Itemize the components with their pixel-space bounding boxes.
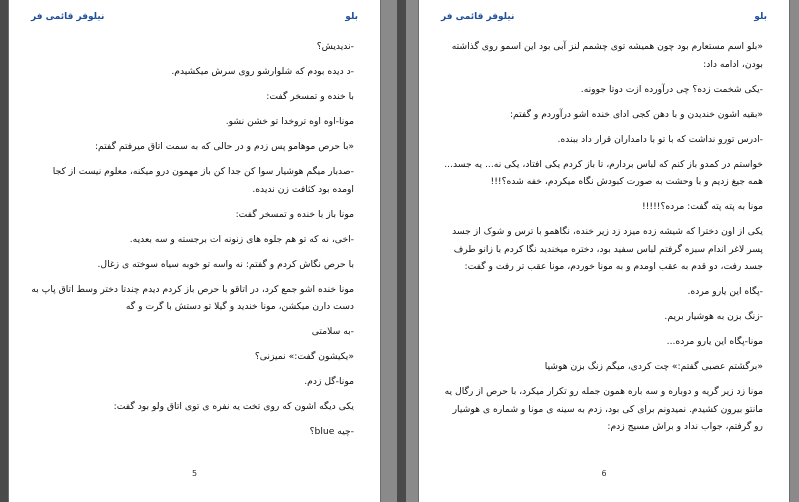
paragraph: یکی از اون دخترا که شیشه زده میزد زد زیر خنده، نگاهمو با ترس و شوک از جسد پسر لاغر اندام سبزه گرفتم لباس سفید بود، دختره میخندید نگا کردم با زانو طرف جسد رفت، دو قدم به عقب اومدم و به مونا خوردم، مونا عقب تر رفت و گفت:	[452, 226, 763, 272]
paragraph: «برگشتم عصبی گفتم:» چت کردی، میگم زنگ بزن هوشیا	[544, 361, 763, 372]
paragraph: «یکیشون گفت:» نمیزنی؟	[254, 351, 354, 362]
page-body	[31, 38, 354, 448]
document-page-5	[9, 0, 380, 502]
header-book-title: بلو	[345, 12, 358, 22]
paragraph: مونا-پگاه این یارو مرده...	[666, 336, 763, 347]
viewer-gutter-left	[0, 0, 8, 502]
page-body	[441, 38, 763, 443]
paragraph: «بلو اسم مستعارم بود چون همیشه توی چشمم لنز آبی بود این اسمو روی گذاشته بودن، ادامه داد:	[451, 41, 763, 70]
page-header	[31, 12, 358, 26]
paragraph: -چیه blue؟	[309, 426, 354, 437]
paragraph: -صدبار میگم هوشیار سوا کن جدا کن باز مهمون درو میکنه، معلوم نیست از کجا اومده بود کثافت زن ندیده.	[52, 166, 354, 195]
paragraph: -ادرس تورو نداشت که با تو با دامداران قرار داد ببنده.	[557, 133, 763, 145]
paragraph: -زنگ بزن به هوشیار بریم.	[664, 311, 763, 322]
document-page-6	[419, 0, 789, 502]
header-author: نیلوفر قائمی فر	[31, 12, 105, 22]
paragraph: با حرص نگاش کردم و گفتم: نه واسه تو خوبه سیاه سوخته ی زغال.	[97, 258, 354, 270]
paragraph: -پگاه این یارو مرده.	[687, 286, 763, 297]
paragraph: مونا خنده اشو جمع کرد، در اتاقو با حرص باز کردم دیدم چندتا دختر وسط اتاق پاپ به دست دارن میکشن، مونا خندید و گیلا تو دستش با گرت و گه	[31, 283, 354, 312]
paragraph: با خنده و تمسخر گفت:	[266, 91, 354, 102]
paragraph: -یکی شخمت زده؟ چی درآورده ازت دوتا جوونه.	[580, 83, 763, 95]
paragraph: «بقیه اشون خندیدن و با دهن کجی ادای خنده اشو درآوردم و گفتم:	[509, 108, 763, 120]
paragraph: -ندیدیش؟	[316, 41, 354, 52]
paragraph: مونا-گل زدم.	[304, 376, 354, 387]
paragraph: مونا-اوه اوه تروخدا تو خشن نشو.	[225, 116, 354, 127]
paragraph: -به سلامتی	[311, 326, 354, 337]
paragraph: -د دیده بودم که شلوارشو روی سرش میکشیدم.	[171, 66, 354, 77]
paragraph: یکی دیگه اشون که روی تخت یه نفره ی توی اتاق ولو بود گفت:	[113, 401, 354, 412]
page-number: 6	[601, 469, 607, 478]
paragraph: مونا به پته پته گفت: مرده؟!!!!!	[642, 201, 763, 212]
paragraph: خواستم در کمدو باز کنم که لباس بردارم، تا باز کردم یکی افتاد، یکی نه... یه جسد... همه جیغ زدیم و با وحشت به صورت کبودش نگاه میکردم، خفه شده؟!!!	[444, 158, 763, 187]
header-book-title: بلو	[754, 12, 767, 22]
page-header	[441, 12, 767, 26]
page-number: 5	[191, 469, 198, 478]
header-author: نیلوفر قائمی فر	[441, 12, 515, 22]
paragraph: «با حرص موهامو پس زدم و در حالی که به سمت اتاق میرفتم گفتم:	[94, 141, 354, 152]
page-gap-divider	[397, 0, 406, 502]
paragraph: -اخی، نه که تو هم جلوه های زنونه ات برجسته و سه بعدیه.	[129, 233, 354, 245]
paragraph: مونا زد زیر گریه و دوباره و سه باره همون جمله رو تکرار میکرد، با حرص از رگال یه مانتو بیرون کشیدم. نمیدونم برای کی بود، زدم به سینه ی مونا و شماره ی هوشیار رو گرفتم، جواب نداد و براش مسیج زدم:	[444, 386, 763, 432]
paragraph: مونا باز با خنده و تمسخر گفت:	[235, 208, 354, 220]
